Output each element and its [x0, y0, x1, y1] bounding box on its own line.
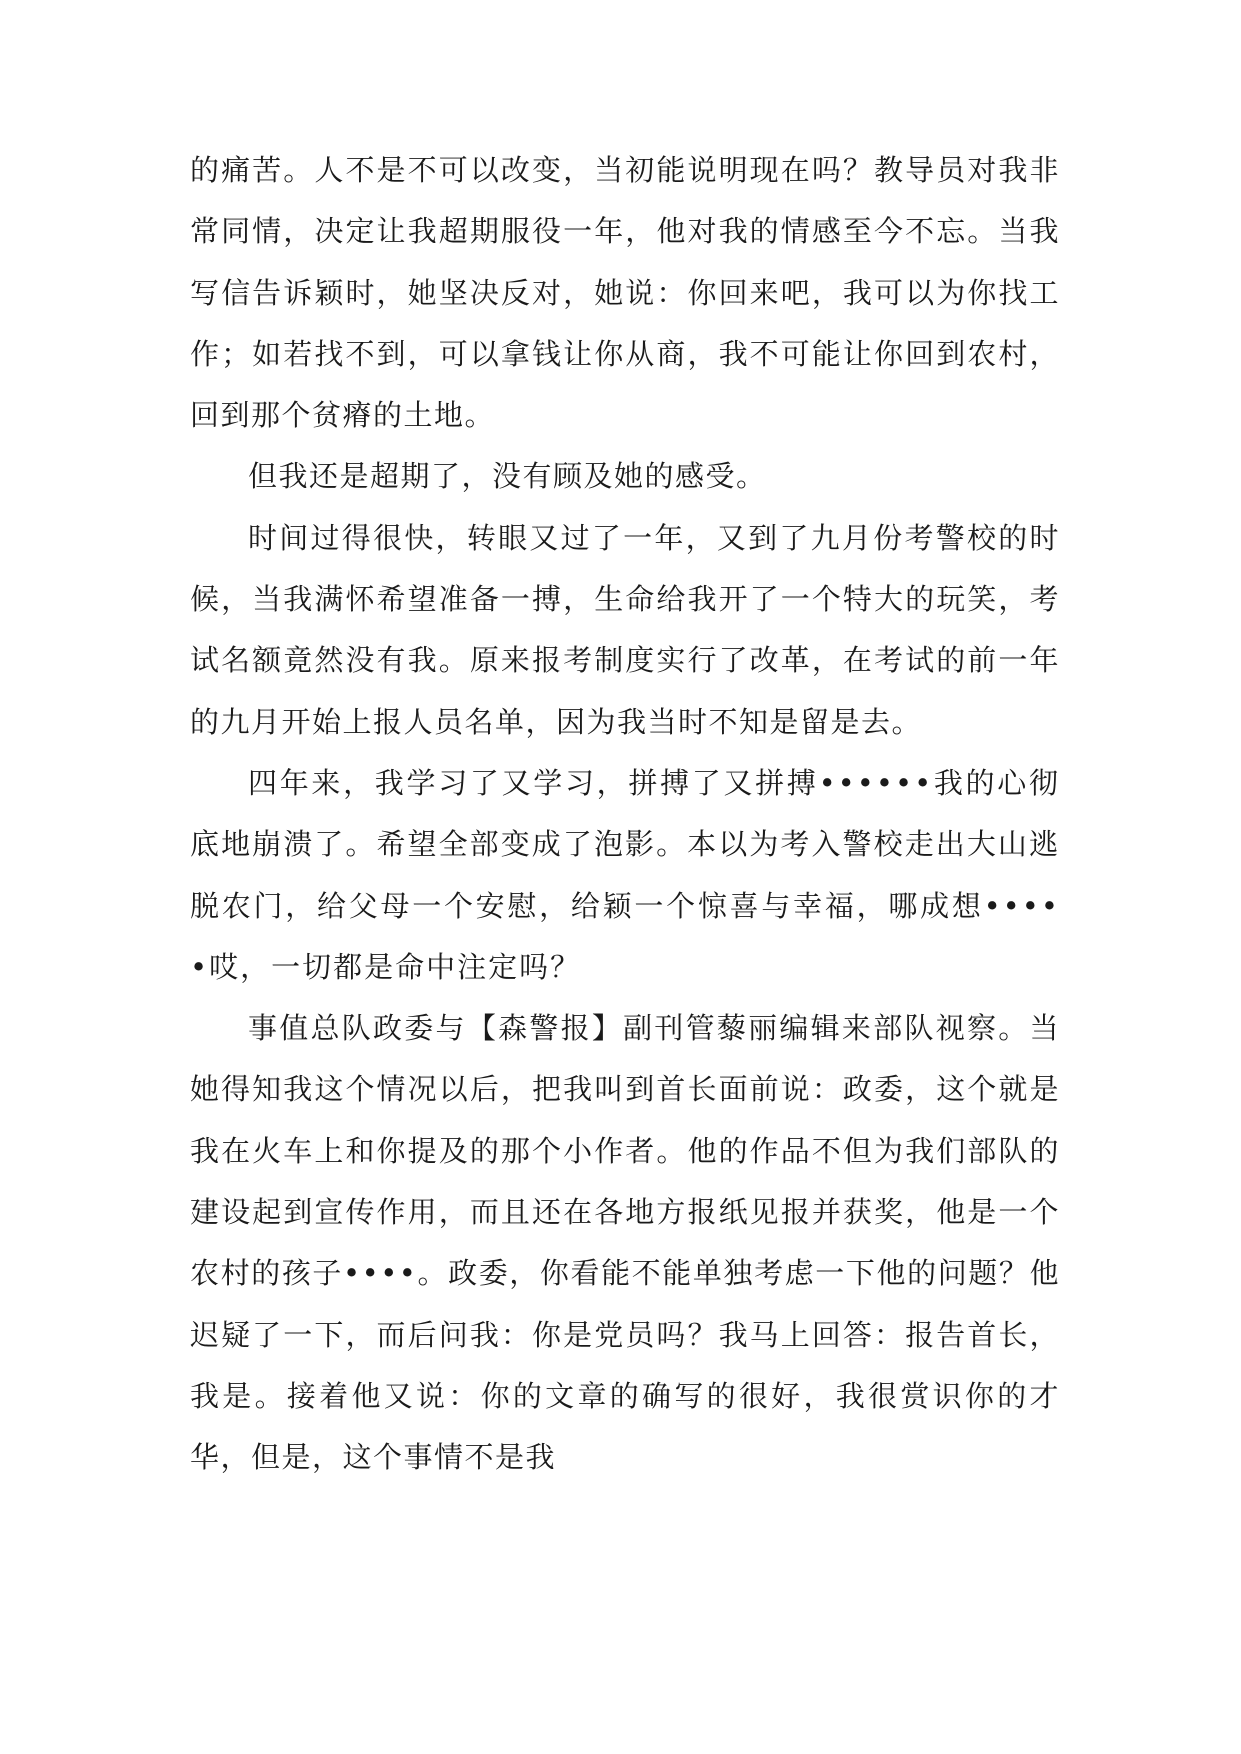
paragraph-5: 事值总队政委与【森警报】副刊管藜丽编辑来部队视察。当她得知我这个情况以后，把我叫到首长面前说：政委，这个就是我在火车上和你提及的那个小作者。他的作品不但为我们部队的建设起到宣传作用，而且还在各地方报纸见报并获奖，他是一个农村的孩子••••。政委，你看能不能单独考虑一下他的问题？他迟疑了一下，而后问我：你是党员吗？我马上回答：报告首长，我是。接着他又说：你的文章的确写的很好，我很赏识你的才华，但是，这个事情不是我	[190, 1011, 1060, 1475]
paragraph-3: 时间过得很快，转眼又过了一年，又到了九月份考警校的时候，当我满怀希望准备一搏，生命给我开了一个特大的玩笑，考试名额竟然没有我。原来报考制度实行了改革，在考试的前一年的九月开始上报人员名单，因为我当时不知是留是去。	[190, 520, 1060, 739]
paragraph-2: 但我还是超期了，没有顾及她的感受。	[248, 459, 767, 494]
paragraph-1: 的痛苦。人不是不可以改变，当初能说明现在吗？教导员对我非常同情，决定让我超期服役一年，他对我的情感至今不忘。当我写信告诉颖时，她坚决反对，她说：你回来吧，我可以为你找工作；如若找不到，可以拿钱让你从商，我不可能让你回到农村，回到那个贫瘠的土地。	[190, 153, 1060, 433]
document-page	[190, 140, 1060, 1620]
paragraph-4: 四年来，我学习了又学习，拼搏了又拼搏••••••我的心彻底地崩溃了。希望全部变成了泡影。本以为考入警校走出大山逃脱农门，给父母一个安慰，给颖一个惊喜与幸福，哪成想•••••哎，一切都是命中注定吗？	[190, 765, 1060, 984]
